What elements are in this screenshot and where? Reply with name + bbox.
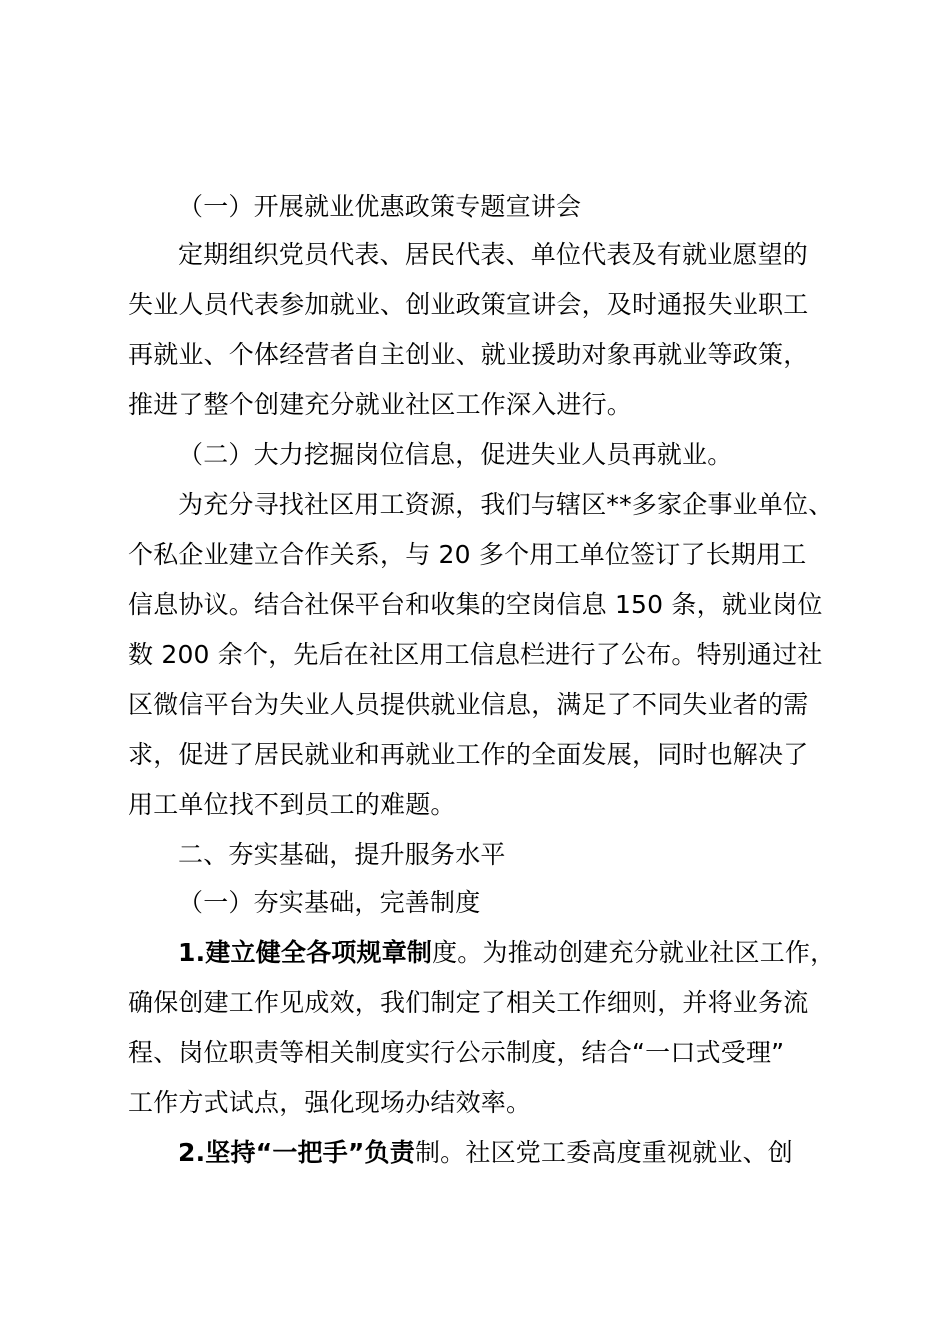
- list-item-1-text: 度。为推动创建充分就业社区工作，: [432, 938, 836, 967]
- paragraph-line: 工作方式试点，强化现场办结效率。: [128, 1088, 532, 1117]
- list-item-2-title: 2.坚持“一把手”负责: [178, 1138, 415, 1167]
- list-item-1: [178, 938, 898, 968]
- paragraph-line: 个私企业建立合作关系，与 20 多个用工单位签订了长期用工: [128, 540, 807, 569]
- paragraph-line: 用工单位找不到员工的难题。: [128, 790, 456, 819]
- list-item-1-title: 1.建立健全各项规章制: [178, 938, 433, 967]
- paragraph-line: 再就业、个体经营者自主创业、就业援助对象再就业等政策，: [128, 340, 809, 369]
- section-heading-1-2: （二）大力挖掘岗位信息，促进失业人员再就业。: [178, 440, 733, 469]
- section-heading-2-1: （一）夯实基础，完善制度: [178, 888, 481, 917]
- paragraph-line: 为充分寻找社区用工资源，我们与辖区**多家企事业单位、: [178, 490, 834, 519]
- paragraph-line: 程、岗位职责等相关制度实行公示制度，结合“一口式受理”: [128, 1038, 785, 1067]
- paragraph-line: 信息协议。结合社保平台和收集的空岗信息 150 条，就业岗位: [128, 590, 823, 619]
- paragraph-line: 定期组织党员代表、居民代表、单位代表及有就业愿望的: [178, 240, 809, 269]
- paragraph-line: 求，促进了居民就业和再就业工作的全面发展，同时也解决了: [128, 740, 809, 769]
- paragraph-line: 推进了整个创建充分就业社区工作深入进行。: [128, 390, 633, 419]
- list-item-2: [178, 1138, 898, 1168]
- list-item-2-text: 制。社区党工委高度重视就业、创: [414, 1138, 793, 1167]
- paragraph-line: 区微信平台为失业人员提供就业信息，满足了不同失业者的需: [128, 690, 809, 719]
- paragraph-line: 数 200 余个，先后在社区用工信息栏进行了公布。特别通过社: [128, 640, 823, 669]
- paragraph-line: 失业人员代表参加就业、创业政策宣讲会，及时通报失业职工: [128, 290, 809, 319]
- paragraph-line: 确保创建工作见成效，我们制定了相关工作细则，并将业务流: [128, 988, 809, 1017]
- section-heading-1-1: （一）开展就业优惠政策专题宣讲会: [178, 192, 582, 221]
- section-heading-2: 二、夯实基础，提升服务水平: [178, 840, 506, 869]
